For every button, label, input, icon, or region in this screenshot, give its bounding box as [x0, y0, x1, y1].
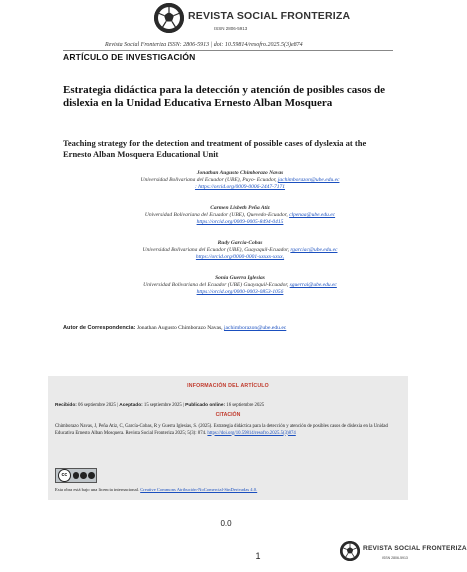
author-block [100, 275, 380, 296]
author-orcid-link[interactable]: https://orcid.org/0000-0001-xxxxx-xxxx, [195, 254, 285, 260]
author-orcid-link[interactable]: : https://orcid.org/0009-0006-2447-7171 [194, 184, 286, 190]
logo-name: REVISTA SOCIAL FRONTERIZA [188, 10, 351, 22]
correspondence-line [63, 325, 393, 331]
author-orcid-link[interactable]: https://orcid.org/0000-0003-0853-1056 [196, 289, 284, 295]
citation-body: Chimborazo Navas, J, Peña Atiz, C, García-Cobas, R y Guerra Iglesias, S. (2025). Estrategia didáctica para la detección y atención de posibles casos de dislexia en la Unidad Educativa Ernesto Alban Mosquera. Revista Social Fronteriza 2025; 5(3): 874. [55, 424, 388, 436]
author-block [100, 170, 380, 191]
author-email-link[interactable]: rgarciac@ube.edu.ec [290, 247, 338, 253]
author-email-link[interactable]: clpenaa@ube.edu.ec [289, 212, 336, 218]
journal-logo [154, 3, 351, 37]
article-dates [55, 403, 400, 408]
page-number: 1 [255, 551, 261, 561]
logo-issn: ISSN 2806-5913 [214, 26, 248, 31]
author-affiliation: Universidad Bolivariana del Ecuador (UBE), Puyo- Ecuador, [140, 177, 278, 183]
published-date: 16 septiembre 2025 [225, 403, 265, 408]
author-name: Carmen Lisbeth Peña Atiz [210, 205, 270, 211]
creative-commons-badge[interactable] [55, 468, 97, 483]
author-name: Jonathan Augusto Chimborazo Navas [196, 170, 284, 176]
correspondence-label: Autor de Correspondencia: [63, 325, 136, 331]
license-link[interactable]: Creative Commons Atribución-NoComercial-SinDerivadas 4.0. [140, 487, 258, 492]
soccer-ball-icon [340, 541, 360, 561]
value-label: 0.0 [220, 519, 232, 528]
author-block [100, 240, 380, 261]
soccer-ball-icon [154, 3, 184, 33]
correspondence-name: Jonathan Augusto Chimborazo Navas, [135, 325, 224, 331]
journal-logo-footer [340, 541, 467, 569]
author-email-link[interactable]: sguerrai@ube.edu.ec [289, 282, 337, 288]
correspondence-email-link[interactable]: jachimborazon@ube.edu.ec [223, 325, 287, 331]
accepted-label: Aceptado: [119, 403, 143, 408]
license-line [55, 487, 400, 492]
article-type: ARTÍCULO DE INVESTIGACIÓN [63, 52, 196, 62]
author-name: Rudy Garcia-Cobas [217, 240, 263, 246]
nc-icon [80, 472, 87, 479]
nd-icon [88, 472, 95, 479]
author-block [100, 205, 380, 226]
accepted-date: 15 septiembre 2025 | [142, 403, 186, 408]
license-text: Esta obra está bajo una licencia internacional. [55, 487, 141, 492]
author-orcid-link[interactable]: https://orcid.org/0009-0005-8494-0415 [196, 219, 284, 225]
citation-heading: CITACIÓN [215, 412, 241, 418]
citation-doi-link[interactable]: https://doi.org/10.59814/resofro.2025.5(3)874 [207, 430, 296, 436]
title-spanish: Estrategia didáctica para la detección y atención de posibles casos de dislexia en la Unidad Educativa Ernesto Alban Mosquera [63, 84, 386, 109]
journal-citation-line: Revista Social Fronteriza ISSN: 2806-5913 | doi: 10.59814/resofro.2025.5(3)e874 [105, 42, 303, 48]
logo-issn: ISSN 2806-5913 [382, 556, 408, 560]
author-affiliation: Universidad Bolivariana del Ecuador (UBE), Quevedo-Ecuador, [144, 212, 290, 218]
published-label: Publicado online: [185, 403, 226, 408]
by-icon [73, 472, 80, 479]
header-divider [63, 50, 393, 51]
cc-icon: cc [58, 469, 71, 482]
title-english: Teaching strategy for the detection and treatment of possible cases of dyslexia at the Ernesto Alban Mosquera Educational Unit [63, 138, 367, 159]
author-name: Sonia Guerra Iglesias [215, 275, 265, 281]
citation-text [55, 424, 400, 437]
article-info-box [48, 376, 408, 500]
author-affiliation: Universidad Bolivariana del Ecuador (UBE) Guayaquil-Ecuador, [143, 282, 290, 288]
received-date: 06 septiembre 2025 | [76, 403, 120, 408]
article-info-heading: INFORMACIÓN DEL ARTÍCULO [187, 383, 269, 389]
author-email-link[interactable]: jachimborazon@ube.edu.ec [277, 177, 340, 183]
logo-name: REVISTA SOCIAL FRONTERIZA [363, 545, 467, 552]
received-label: Recibido: [55, 403, 77, 408]
author-affiliation: Universidad Bolivariana del Ecuador (UBE), Guayaquil-Ecuador, [142, 247, 291, 253]
